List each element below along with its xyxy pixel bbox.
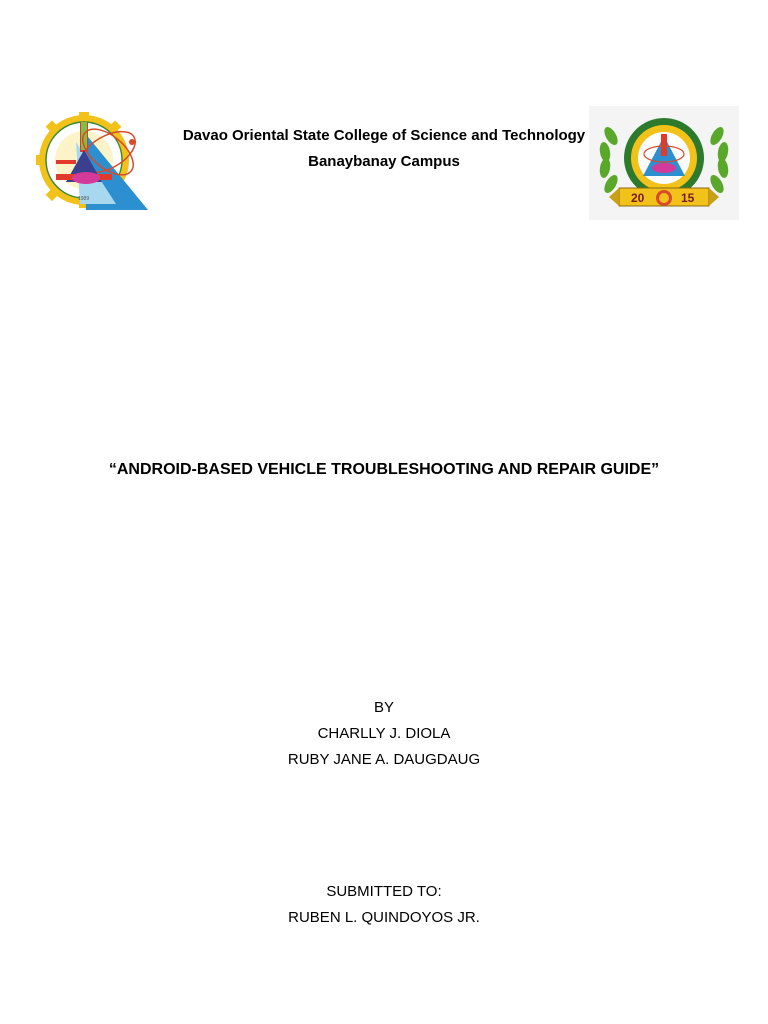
institution-header — [160, 127, 608, 171]
seal-year-left: 20 — [631, 191, 645, 205]
recipient-name: RUBEN L. QUINDOYOS JR. — [288, 909, 480, 926]
seal-year-right: 15 — [681, 191, 695, 205]
document-title: “ANDROID-BASED VEHICLE TROUBLESHOOTING AND REPAIR GUIDE” — [108, 461, 660, 478]
author-name: RUBY JANE A. DAUGDAUG — [287, 751, 481, 768]
authors-block — [0, 695, 768, 773]
campus-seal-icon — [589, 106, 739, 220]
submitted-to-label: SUBMITTED TO: — [326, 883, 442, 900]
author-name: CHARLLY J. DIOLA — [317, 725, 451, 742]
institution-name: Davao Oriental State College of Science and Technology — [182, 127, 586, 144]
campus-name: Banaybanay Campus — [308, 153, 460, 170]
college-seal-logo — [36, 112, 148, 210]
submission-block — [0, 879, 768, 931]
seal-year: 1989 — [78, 196, 90, 202]
by-label: BY — [373, 699, 394, 716]
campus-seal-logo — [589, 106, 739, 220]
college-seal-icon — [36, 112, 148, 210]
